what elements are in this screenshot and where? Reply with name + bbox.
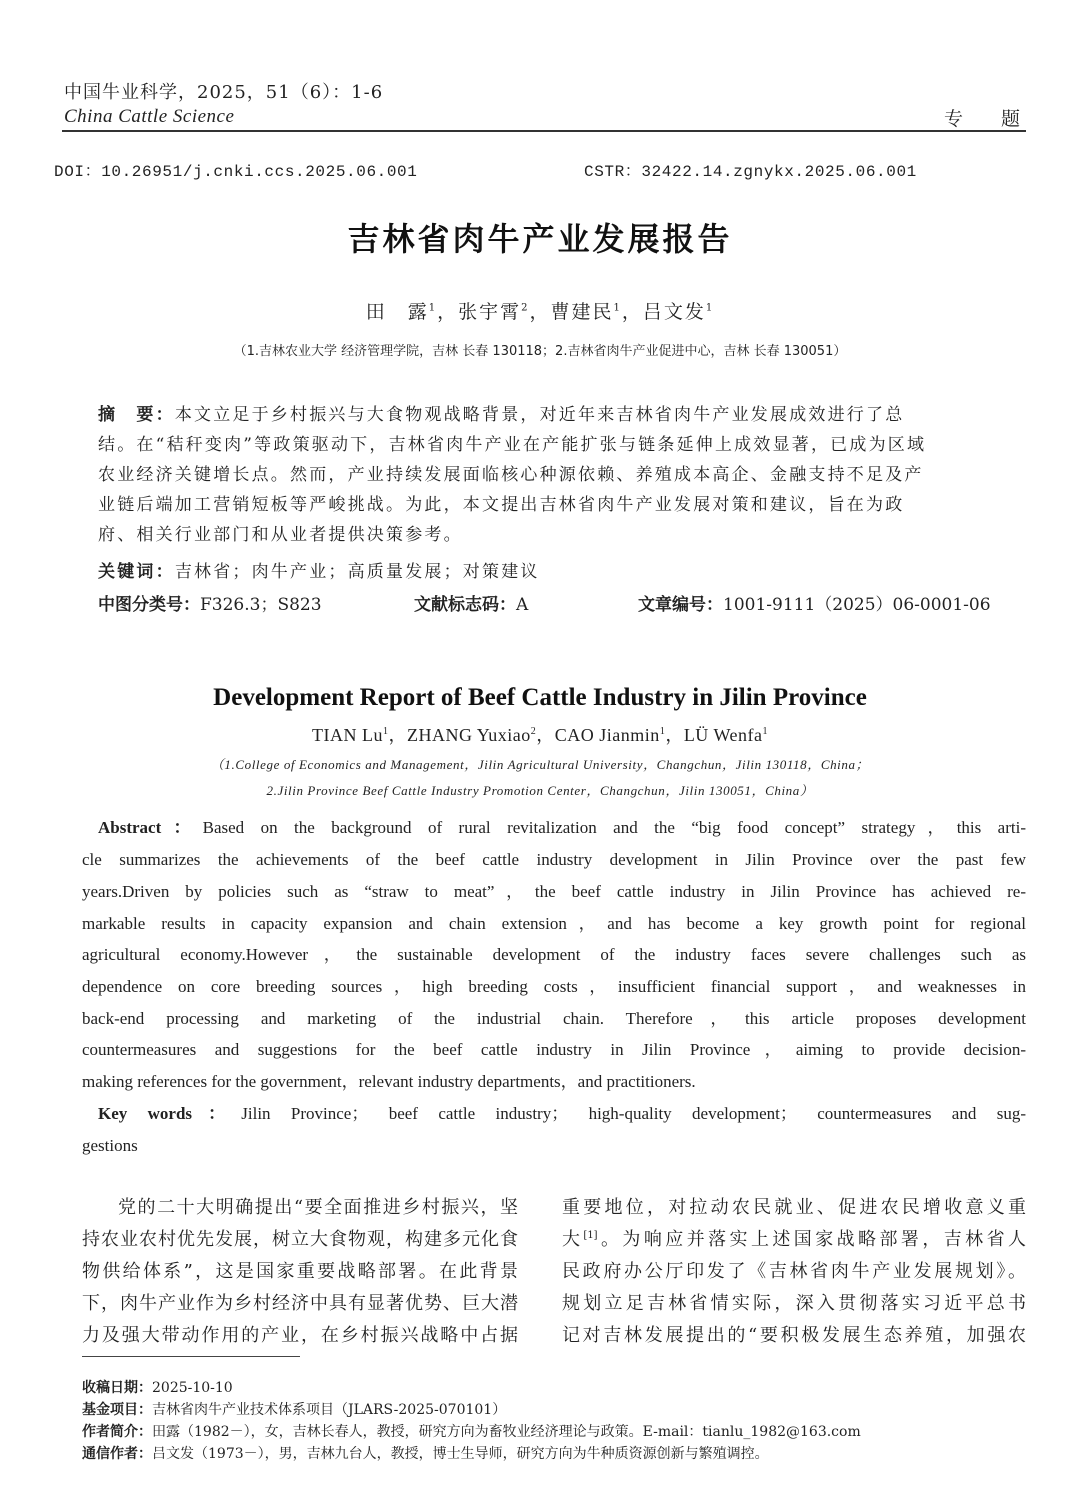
body-left-line: 物供给体系”，这是国家重要战略部署。在此背景	[82, 1261, 518, 1282]
abstract-zh-line: 结。在“秸秆变肉”等政策驱动下，吉林省肉牛产业在产能扩张与链条延伸上成效显著，已成为区域	[98, 435, 927, 455]
keywords-en-label: Key words：	[98, 1104, 242, 1123]
author-zh-3: 曹建民	[550, 301, 614, 323]
journal-name-en: China Cattle Science	[64, 106, 235, 127]
footnote-label: 通信作者：	[82, 1446, 152, 1462]
body-right-line: 记对吉林发展提出的“要积极发展生态养殖，加强农	[562, 1325, 1026, 1346]
keywords-zh	[98, 557, 982, 582]
section-label: 专题	[944, 108, 1059, 130]
author-en-1: TIAN Lu	[311, 725, 383, 745]
keywords-en-text: Jilin Province； beef cattle industry； high-quality development； countermeasures and sug-	[241, 1104, 1026, 1123]
abstract-zh-line: 业链后端加工营销短板等严峻挑战。为此，本文提出吉林省肉牛产业发展对策和建议，旨在为政	[98, 495, 905, 515]
author-zh-4-aff: 1	[705, 302, 715, 314]
abstract-en-line: countermeasures and suggestions for the beef cattle industry in Jilin Province，aiming to provide decision-	[82, 1040, 1026, 1059]
title-zh: 吉林省肉牛产业发展报告	[347, 220, 733, 258]
footnote-funding	[82, 1399, 506, 1419]
author-en-3-aff: 1	[659, 726, 666, 737]
author-zh-1-aff: 1	[428, 302, 438, 314]
body-right-line: 重要地位，对拉动农民就业、促进农民增收意义重	[562, 1197, 1026, 1218]
keywords-en	[98, 1104, 1026, 1124]
title-en: Development Report of Beef Cattle Industry in Jilin Province	[213, 684, 867, 711]
author-en-4: LÜ Wenfa	[683, 725, 763, 745]
author-zh-2: 张宇霄	[458, 301, 522, 323]
abstract-en-line: agricultural economy.However，the sustainable development of the industry faces severe challenges such as	[82, 945, 1026, 964]
header-rule	[62, 130, 1026, 132]
footnote-text: 田露（1982－），女，吉林长春人，教授，研究方向为畜牧业经济理论与政策。E-mail：tianlu_1982@163.com	[152, 1424, 861, 1440]
body-left-line: 下，肉牛产业作为乡村经济中具有显著优势、巨大潜	[82, 1293, 518, 1314]
citation-ref: [1]	[583, 1230, 598, 1241]
footnote-text: 2025-10-10	[152, 1380, 233, 1396]
footnote-text: 吕文发（1973－），男，吉林九台人，教授，博士生导师，研究方向为牛种质资源创新与繁殖调控。	[152, 1446, 769, 1462]
abstract-en-line: making references for the government，relevant industry departments，and practitioners.	[82, 1072, 696, 1091]
author-en-2-aff: 2	[530, 726, 537, 737]
authors-zh: 田 露$^1$，张宇霄$^2$，曹建民$^1$，吕文发$^1$	[365, 301, 715, 323]
cstr: CSTR：32422.14.zgnykx.2025.06.001	[584, 163, 917, 181]
abstract-en-line: markable results in capacity expansion and chain extension，and has become a key growth point for regional	[82, 914, 1026, 933]
abstract-en-text: Based on the background of rural revitalization and the “big food concept” strategy，this arti-	[202, 818, 1026, 837]
doi: DOI：10.26951/j.cnki.ccs.2025.06.001	[54, 163, 418, 181]
abstract-zh-line	[98, 400, 982, 425]
author-en-3: CAO Jianmin	[554, 725, 660, 745]
authors-en: TIAN Lu$^1$，ZHANG Yuxiao$^2$，CAO Jianmin$^1$，LÜ Wenfa$^1$	[311, 725, 769, 745]
keywords-en-continued: gestions	[82, 1136, 138, 1155]
document-code-label: 文献标志码：	[414, 595, 516, 615]
abstract-en-line	[98, 818, 1026, 838]
document-code	[414, 590, 528, 615]
clc-label: 中图分类号：	[98, 595, 200, 615]
footnote-text: 吉林省肉牛产业技术体系项目（JLARS-2025-070101）	[152, 1402, 507, 1418]
abstract-en-line: back-end processing and marketing of the industrial chain. Therefore，this article proposes development	[82, 1009, 1026, 1028]
journal-citation: 中国牛业科学，2025，51（6）：1-6	[64, 82, 384, 103]
body-right-line: 民政府办公厅印发了《吉林省肉牛产业发展规划》。	[562, 1261, 1026, 1282]
body-right-line: 规划立足吉林省情实际，深入贯彻落实习近平总书	[562, 1293, 1026, 1314]
footnote-label: 基金项目：	[82, 1402, 152, 1418]
affiliation-en-1: （1.College of Economics and Management，Jilin Agricultural University，Changchun，Jilin 130118，China；	[210, 757, 870, 772]
abstract-zh-label: 摘 要：	[98, 405, 175, 425]
keywords-zh-text: 吉林省；肉牛产业；高质量发展；对策建议	[174, 562, 540, 582]
author-zh-1: 田 露	[365, 301, 429, 323]
author-en-4-aff: 1	[762, 726, 769, 737]
abstract-en-line: cle summarizes the achievements of the beef cattle industry development in Jilin Province over the past few	[82, 850, 1026, 869]
footnote-corresponding-author	[82, 1443, 769, 1463]
clc-value: F326.3；S823	[200, 595, 322, 615]
affiliation-en-2: 2.Jilin Province Beef Cattle Industry Promotion Center，Changchun，Jilin 130051，China）	[266, 783, 814, 798]
body-left-line: 力及强大带动作用的产业，在乡村振兴战略中占据	[82, 1325, 518, 1346]
article-number-label: 文章编号：	[638, 595, 723, 615]
footnote-label: 作者简介：	[82, 1424, 152, 1440]
body-right-line	[562, 1229, 1026, 1251]
body-left-line: 持农业农村优先发展，树立大食物观，构建多元化食	[82, 1229, 518, 1250]
author-zh-4: 吕文发	[642, 301, 706, 323]
article-number	[638, 590, 991, 615]
author-zh-3-aff: 1	[613, 302, 622, 314]
footnote-received	[82, 1377, 233, 1397]
affiliations-zh: （1.吉林农业大学 经济管理学院，吉林 长春 130118；2.吉林省肉牛产业促进中心，吉林 长春 130051）	[233, 344, 847, 359]
author-en-1-aff: 1	[382, 726, 389, 737]
abstract-en-line: years.Driven by policies such as “straw to meat”，the beef cattle industry in Jilin Province has achieved re-	[82, 882, 1026, 901]
footnote-author-bio	[82, 1421, 861, 1441]
author-zh-2-aff: 2	[521, 302, 530, 314]
abstract-zh-text: 本文立足于乡村振兴与大食物观战略背景，对近年来吉林省肉牛产业发展成效进行了总	[174, 405, 905, 425]
body-text: 大	[562, 1229, 584, 1250]
body-left-line: 党的二十大明确提出“要全面推进乡村振兴，坚	[118, 1197, 518, 1218]
abstract-en-line: dependence on core breeding sources，high breeding costs，insufficient financial support，and weaknesses in	[82, 977, 1026, 996]
abstract-en-label: Abstract：	[98, 818, 203, 837]
clc-number	[98, 590, 322, 615]
keywords-zh-label: 关键词：	[98, 562, 175, 582]
abstract-zh-line: 府、相关行业部门和从业者提供决策参考。	[98, 525, 463, 545]
document-code-value: A	[516, 595, 529, 615]
footnote-label: 收稿日期：	[82, 1380, 152, 1396]
abstract-zh-line: 农业经济关键增长点。然而，产业持续发展面临核心种源依赖、养殖成本高企、金融支持不足及产	[98, 465, 924, 485]
author-en-2: ZHANG Yuxiao	[406, 725, 531, 745]
article-number-value: 1001-9111（2025）06-0001-06	[723, 595, 991, 615]
body-text: 。为响应并落实上述国家战略部署，吉林省人	[597, 1229, 1026, 1250]
footnote-rule	[82, 1356, 300, 1357]
